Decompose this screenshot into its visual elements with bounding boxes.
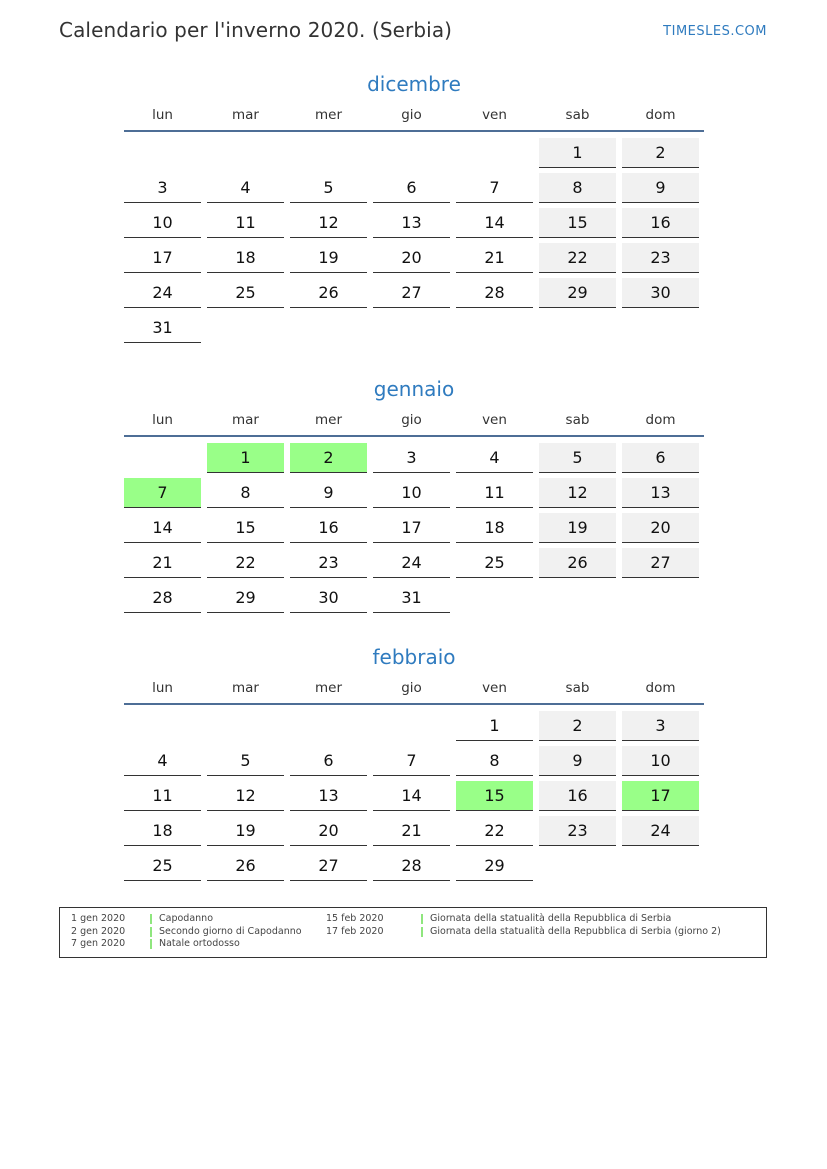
day-cell: 16: [622, 208, 699, 238]
day-cell: 4: [207, 173, 284, 203]
day-cell: 25: [456, 548, 533, 578]
day-cell: 20: [622, 513, 699, 543]
holiday-legend: [59, 907, 767, 958]
day-grid: [124, 443, 704, 613]
day-cell: 13: [290, 781, 367, 811]
day-cell: 7: [373, 746, 450, 776]
weekday-label: ven: [482, 412, 507, 428]
day-cell: 11: [207, 208, 284, 238]
day-cell: 8: [539, 173, 616, 203]
weekday-label: gio: [401, 107, 422, 123]
day-cell: 20: [290, 816, 367, 846]
weekday-label: dom: [645, 680, 676, 696]
day-cell: 14: [124, 513, 201, 543]
legend-holiday-name: Giornata della statualità della Repubblica di Serbia (giorno 2): [430, 926, 721, 937]
day-cell: 4: [456, 443, 533, 473]
month-name: febbraio: [372, 645, 456, 669]
day-cell: 18: [124, 816, 201, 846]
day-cell: 25: [207, 278, 284, 308]
weekday-label: ven: [482, 680, 507, 696]
weekday-header: [124, 411, 704, 437]
weekday-label: sab: [565, 680, 590, 696]
day-cell: 28: [373, 851, 450, 881]
empty-cell: [290, 138, 367, 167]
month-block: [124, 643, 704, 881]
day-cell: 28: [456, 278, 533, 308]
weekday-label: sab: [565, 412, 590, 428]
day-cell: 24: [124, 278, 201, 308]
empty-cell: [207, 138, 284, 167]
holiday-color-marker: [421, 927, 423, 937]
day-cell: 5: [539, 443, 616, 473]
empty-cell: [373, 711, 450, 740]
day-cell: 22: [539, 243, 616, 273]
weekday-label: mer: [314, 412, 342, 428]
empty-cell: [373, 138, 450, 167]
legend-holiday-name: Giornata della statualità della Repubblica di Serbia: [430, 913, 672, 924]
day-cell: 10: [124, 208, 201, 238]
day-cell: 21: [373, 816, 450, 846]
legend-date: 2 gen 2020: [71, 926, 126, 937]
holiday-color-marker: [150, 927, 152, 937]
holiday-color-marker: [421, 914, 423, 924]
day-cell: 16: [539, 781, 616, 811]
day-cell: 15: [539, 208, 616, 238]
day-cell: 13: [373, 208, 450, 238]
weekday-label: mar: [232, 412, 259, 428]
legend-date: 7 gen 2020: [71, 938, 126, 949]
day-cell: 26: [290, 278, 367, 308]
empty-cell: [290, 711, 367, 740]
day-cell: 22: [456, 816, 533, 846]
day-cell: 18: [207, 243, 284, 273]
day-cell: 9: [539, 746, 616, 776]
day-cell: 1: [456, 711, 533, 741]
day-cell: 26: [207, 851, 284, 881]
day-cell: 9: [290, 478, 367, 508]
day-cell: 10: [373, 478, 450, 508]
month-block: [124, 70, 704, 343]
day-cell: 31: [124, 313, 201, 343]
month-name: dicembre: [367, 72, 461, 96]
day-cell: 2: [622, 138, 699, 168]
day-cell: 13: [622, 478, 699, 508]
page-title: Calendario per l'inverno 2020. (Serbia): [59, 18, 453, 42]
day-cell: 30: [622, 278, 699, 308]
day-cell: 21: [124, 548, 201, 578]
day-cell: 3: [622, 711, 699, 741]
day-cell: 19: [207, 816, 284, 846]
day-cell: 19: [539, 513, 616, 543]
day-cell: 23: [539, 816, 616, 846]
day-grid: [124, 711, 704, 881]
day-cell: 27: [290, 851, 367, 881]
weekday-label: gio: [401, 680, 422, 696]
day-cell: 11: [124, 781, 201, 811]
empty-cell: [124, 138, 201, 167]
legend-holiday-name: Capodanno: [159, 913, 214, 924]
day-cell: 24: [622, 816, 699, 846]
day-grid: [124, 138, 704, 343]
day-cell: 8: [456, 746, 533, 776]
day-cell: 27: [373, 278, 450, 308]
day-cell: 8: [207, 478, 284, 508]
day-cell: 2: [539, 711, 616, 741]
day-cell: 14: [373, 781, 450, 811]
holiday-day-cell: 17: [622, 781, 699, 811]
empty-cell: [207, 711, 284, 740]
weekday-label: lun: [152, 680, 173, 696]
day-cell: 22: [207, 548, 284, 578]
legend-date: 15 feb 2020: [326, 913, 384, 924]
legend-date: 1 gen 2020: [71, 913, 126, 924]
day-cell: 27: [622, 548, 699, 578]
day-cell: 12: [290, 208, 367, 238]
weekday-label: mar: [232, 680, 259, 696]
day-cell: 12: [539, 478, 616, 508]
day-cell: 30: [290, 583, 367, 613]
day-cell: 29: [207, 583, 284, 613]
weekday-label: mer: [314, 107, 342, 123]
day-cell: 5: [207, 746, 284, 776]
day-cell: 3: [373, 443, 450, 473]
legend-holiday-name: Secondo giorno di Capodanno: [159, 926, 302, 937]
day-cell: 18: [456, 513, 533, 543]
weekday-label: mar: [232, 107, 259, 123]
holiday-color-marker: [150, 914, 152, 924]
day-cell: 29: [456, 851, 533, 881]
weekday-label: lun: [152, 107, 173, 123]
day-cell: 6: [622, 443, 699, 473]
weekday-label: dom: [645, 412, 676, 428]
weekday-header: [124, 679, 704, 705]
day-cell: 25: [124, 851, 201, 881]
day-cell: 17: [124, 243, 201, 273]
weekday-label: gio: [401, 412, 422, 428]
day-cell: 10: [622, 746, 699, 776]
day-cell: 7: [456, 173, 533, 203]
legend-date: 17 feb 2020: [326, 926, 384, 937]
holiday-day-cell: 7: [124, 478, 201, 508]
holiday-day-cell: 2: [290, 443, 367, 473]
day-cell: 11: [456, 478, 533, 508]
holiday-color-marker: [150, 939, 152, 949]
month-block: [124, 375, 704, 613]
day-cell: 9: [622, 173, 699, 203]
day-cell: 6: [373, 173, 450, 203]
holiday-day-cell: 15: [456, 781, 533, 811]
empty-cell: [124, 443, 201, 472]
legend-holiday-name: Natale ortodosso: [159, 938, 240, 949]
day-cell: 20: [373, 243, 450, 273]
day-cell: 16: [290, 513, 367, 543]
day-cell: 23: [622, 243, 699, 273]
day-cell: 5: [290, 173, 367, 203]
weekday-label: ven: [482, 107, 507, 123]
weekday-label: dom: [645, 107, 676, 123]
day-cell: 15: [207, 513, 284, 543]
day-cell: 26: [539, 548, 616, 578]
day-cell: 12: [207, 781, 284, 811]
day-cell: 23: [290, 548, 367, 578]
weekday-label: mer: [314, 680, 342, 696]
day-cell: 1: [539, 138, 616, 168]
day-cell: 21: [456, 243, 533, 273]
empty-cell: [124, 711, 201, 740]
day-cell: 4: [124, 746, 201, 776]
holiday-day-cell: 1: [207, 443, 284, 473]
day-cell: 31: [373, 583, 450, 613]
weekday-header: [124, 106, 704, 132]
day-cell: 24: [373, 548, 450, 578]
day-cell: 6: [290, 746, 367, 776]
brand-link[interactable]: TIMESLES.COM: [663, 24, 767, 39]
weekday-label: lun: [152, 412, 173, 428]
weekday-label: sab: [565, 107, 590, 123]
day-cell: 17: [373, 513, 450, 543]
month-name: gennaio: [373, 377, 455, 401]
day-cell: 3: [124, 173, 201, 203]
day-cell: 28: [124, 583, 201, 613]
day-cell: 29: [539, 278, 616, 308]
day-cell: 19: [290, 243, 367, 273]
empty-cell: [456, 138, 533, 167]
day-cell: 14: [456, 208, 533, 238]
